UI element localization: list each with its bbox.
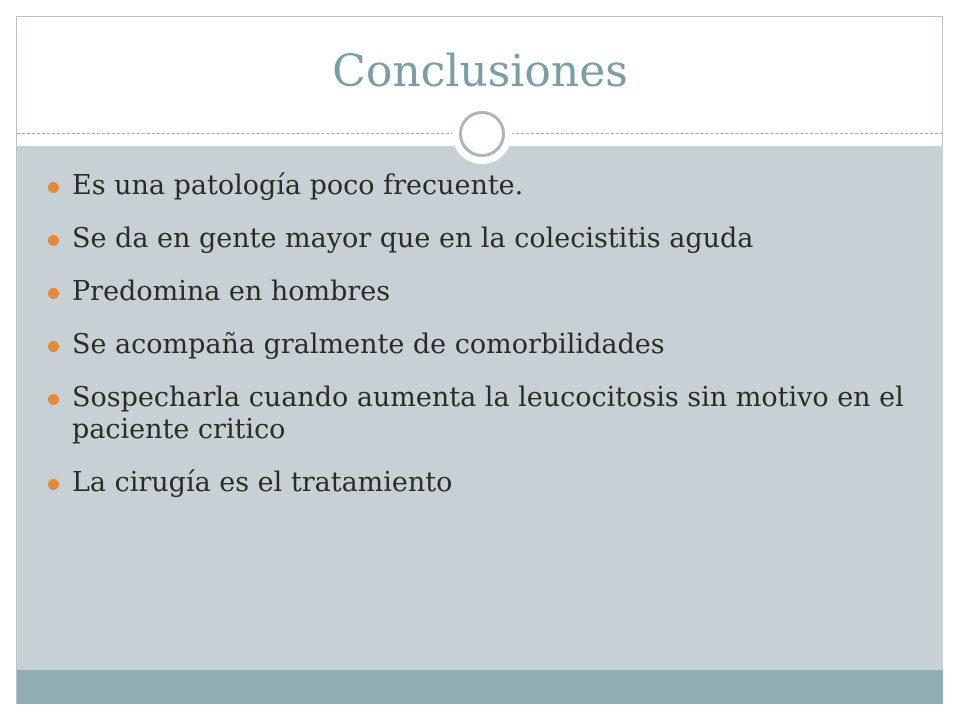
bullet-text: Sospecharla cuando aumenta la leucocitosis sin motivo en el paciente critico [72, 382, 904, 445]
bullet-item [48, 329, 908, 361]
bullet-item [48, 276, 908, 308]
bullet-dot-icon [48, 394, 59, 405]
bullet-dot-icon [48, 235, 59, 246]
bullet-dot-icon [48, 341, 59, 352]
bullet-item [48, 170, 908, 202]
circle-ring-icon [459, 111, 505, 157]
bullet-text: Es una patología poco frecuente. [72, 170, 524, 201]
bullet-list [48, 170, 908, 520]
bullet-dot-icon [48, 479, 59, 490]
bullet-text: Se da en gente mayor que en la colecistitis aguda [72, 223, 754, 254]
slide-title: Conclusiones [332, 46, 628, 97]
bullet-dot-icon [48, 182, 59, 193]
bullet-item [48, 223, 908, 255]
footer-band [17, 670, 943, 704]
bullet-text: La cirugía es el tratamiento [72, 467, 453, 498]
bullet-dot-icon [48, 288, 59, 299]
bullet-text: Predomina en hombres [72, 276, 391, 307]
bullet-item [48, 382, 908, 446]
bullet-item [48, 467, 908, 499]
bullet-text: Se acompaña gralmente de comorbilidades [72, 329, 665, 360]
